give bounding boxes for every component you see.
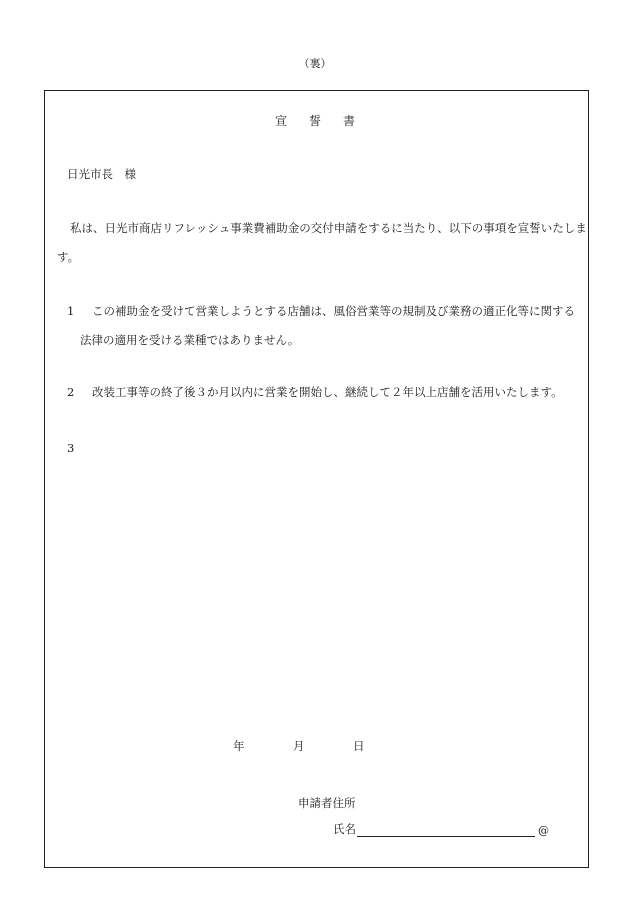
applicant-address-label: 申請者住所	[298, 796, 356, 810]
declaration-item	[67, 297, 587, 355]
item-number: 1	[67, 304, 75, 318]
seal-mark: @	[538, 824, 549, 837]
item-number: 2	[67, 385, 75, 399]
date-line	[233, 738, 413, 754]
intro-paragraph: 私は、日光市商店リフレッシュ事業費補助金の交付申請をするに当たり、以下の事項を宣誓いたします。	[57, 221, 587, 264]
page-side-label: （裏）	[298, 57, 332, 70]
item-text: この補助金を受けて営業しようとする店舗は、風俗営業等の規制及び業務の適正化等に関する	[92, 304, 575, 318]
item-text: 改装工事等の終了後３か月以内に営業を開始し、継続して２年以上店舗を活用いたします。	[92, 385, 563, 399]
declaration-item	[67, 378, 587, 407]
applicant-name-row	[333, 821, 549, 837]
date-day-label[interactable]: 日	[353, 739, 365, 753]
item-text-continued: 法律の適用を受ける業種ではありません。	[80, 333, 300, 347]
applicant-name-label: 氏名	[333, 822, 356, 836]
declaration-item	[67, 434, 587, 463]
date-year-label[interactable]: 年	[233, 739, 245, 753]
document-title: 宣誓書	[274, 114, 377, 128]
date-month-label[interactable]: 月	[293, 739, 305, 753]
item-number: 3	[67, 441, 75, 455]
signature-line[interactable]	[357, 823, 535, 837]
addressee: 日光市長 様	[67, 167, 136, 181]
